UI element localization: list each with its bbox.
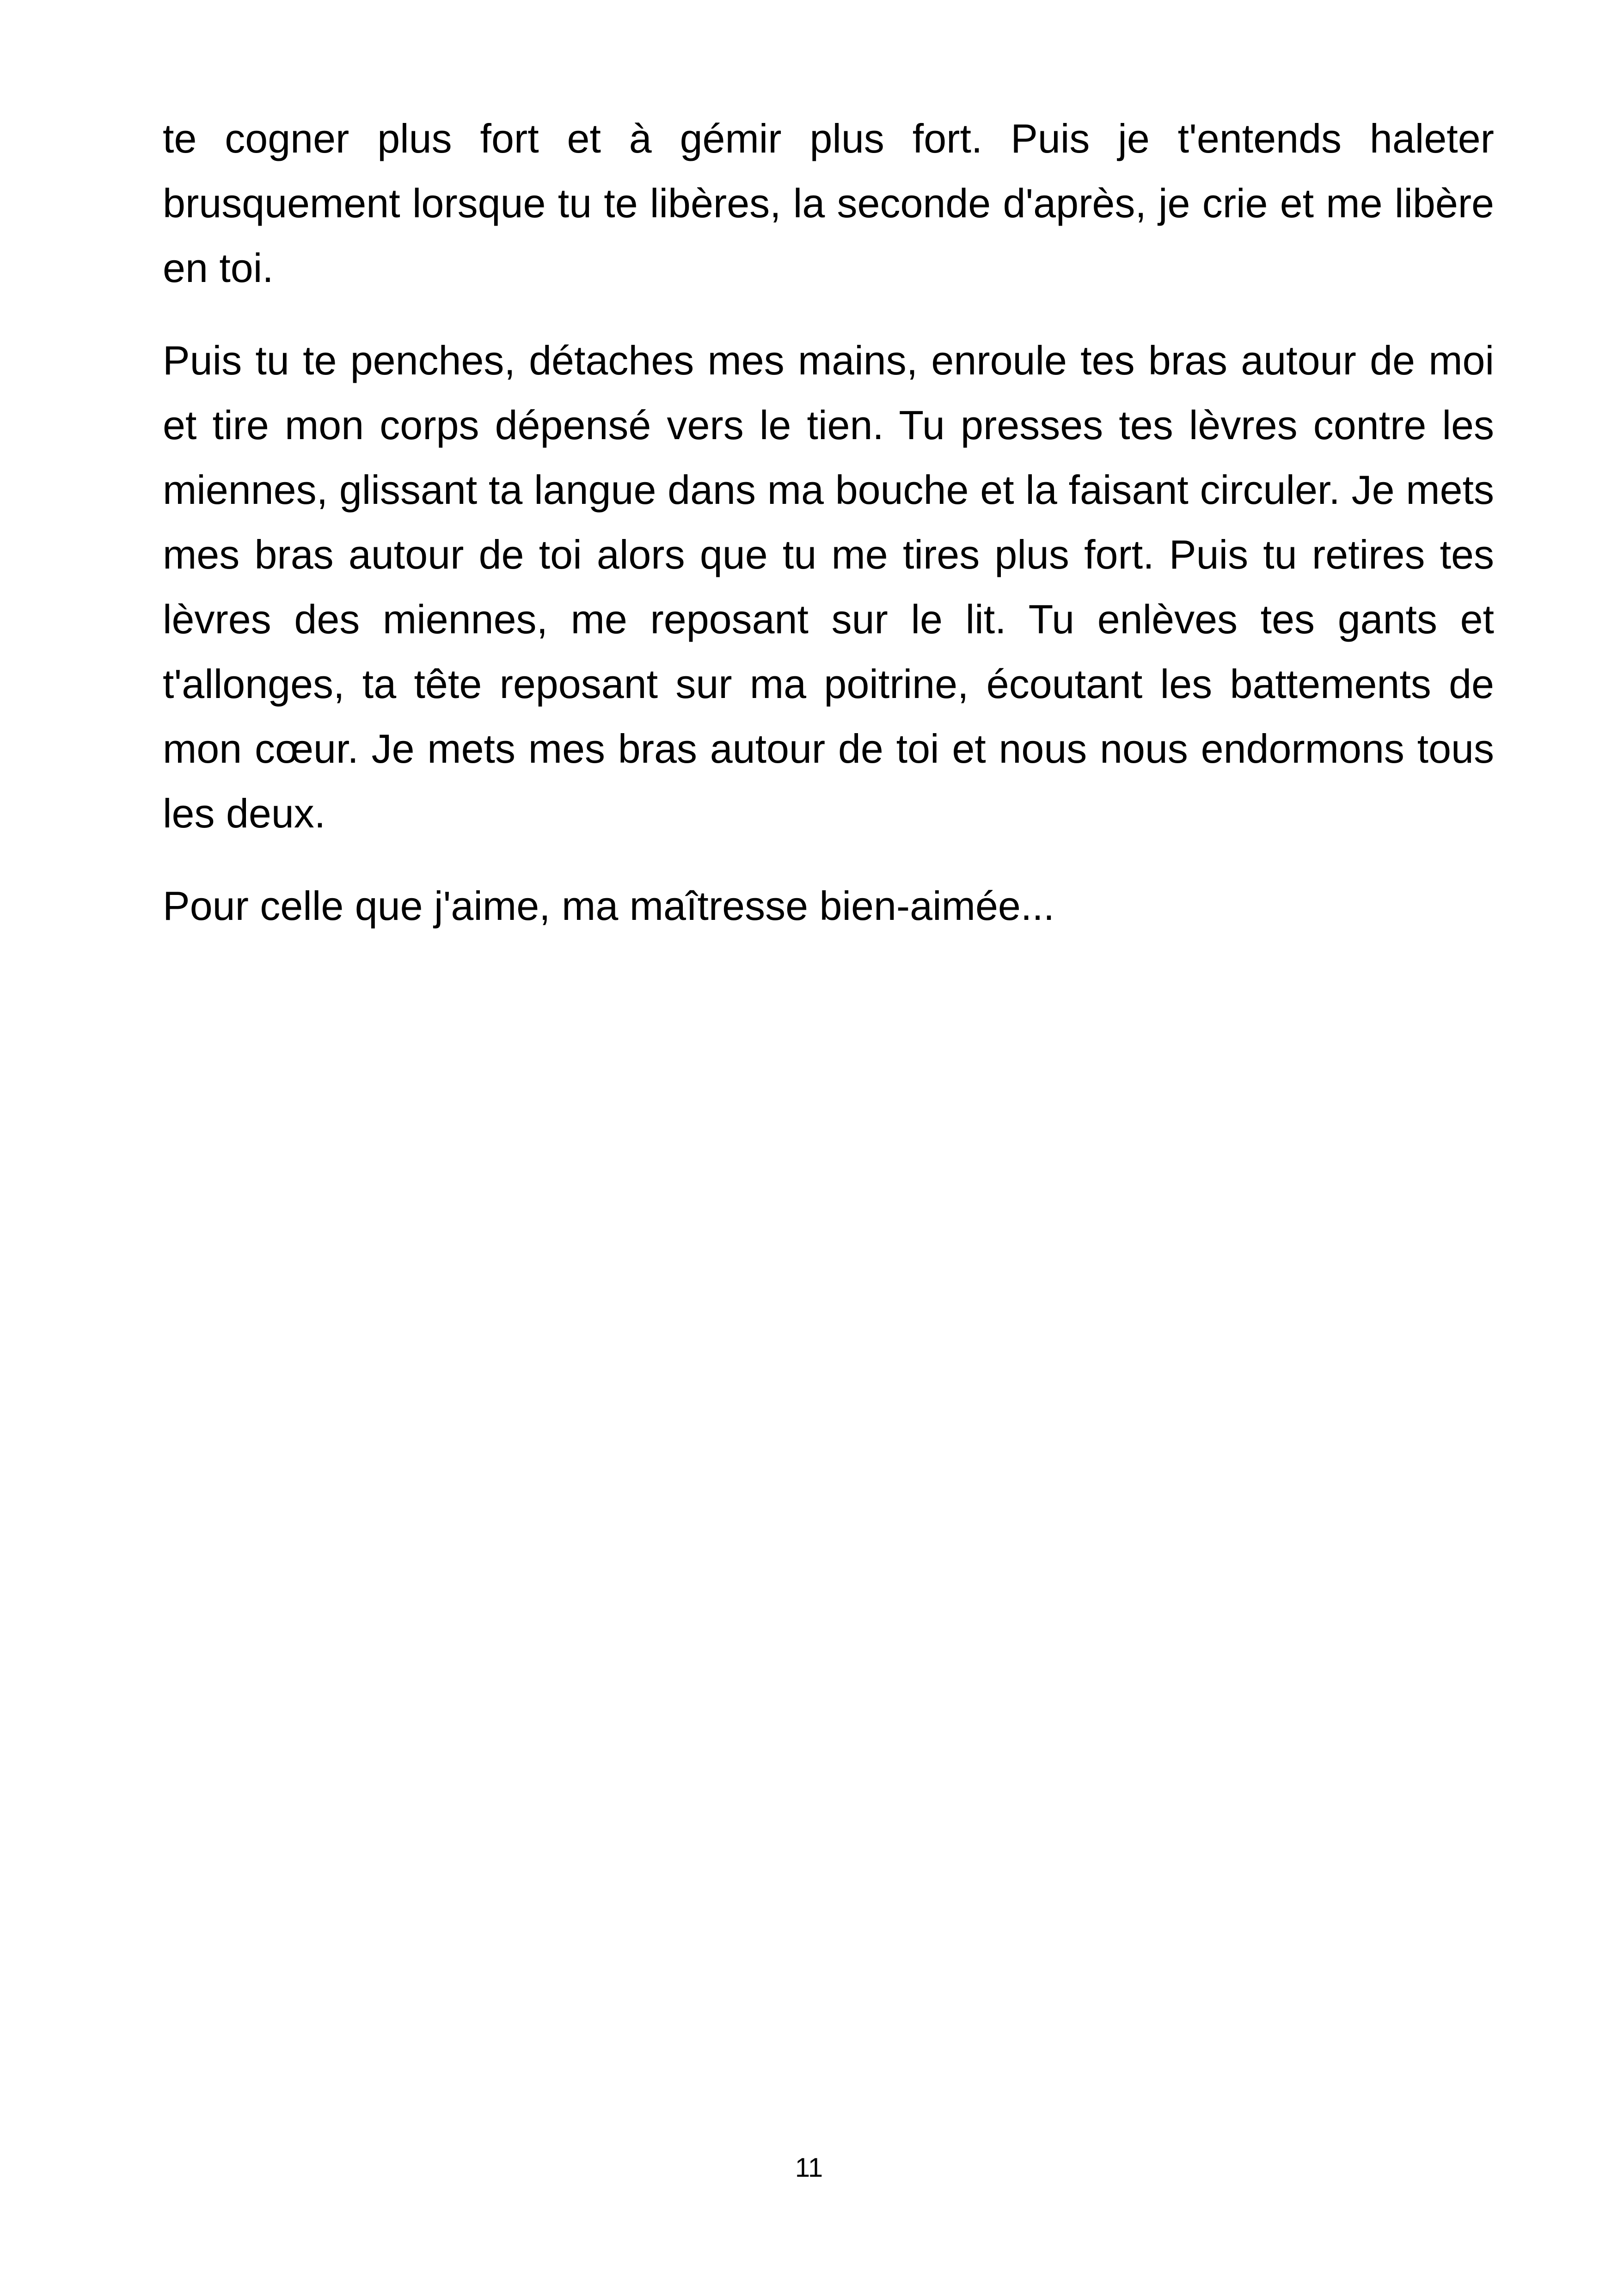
page-number: 11 [795, 2153, 823, 2183]
body-text [163, 106, 1494, 966]
paragraph-2: Puis tu te penches, détaches mes mains, enroule tes bras autour de moi et tire mon corps dépensé vers le tien. Tu presses tes lèvres contre les miennes, glissant ta langue dans ma bouche et la faisant circuler. Je mets mes bras autour de toi alors que tu me tires plus fort. Puis tu retires tes lèvres des miennes, me reposant sur le lit. Tu enlèves tes gants et t'allonges, ta tête reposant sur ma poitrine, écoutant les battements de mon cœur. Je mets mes bras autour de toi et nous nous endormons tous les deux. [163, 337, 1494, 836]
paragraph-3: Pour celle que j'aime, ma maîtresse bien-aimée... [163, 883, 1055, 929]
paragraph-1: te cogner plus fort et à gémir plus fort. Puis je t'entends haleter brusquement lorsque tu te libères, la seconde d'après, je crie et me libère en toi. [163, 116, 1494, 291]
